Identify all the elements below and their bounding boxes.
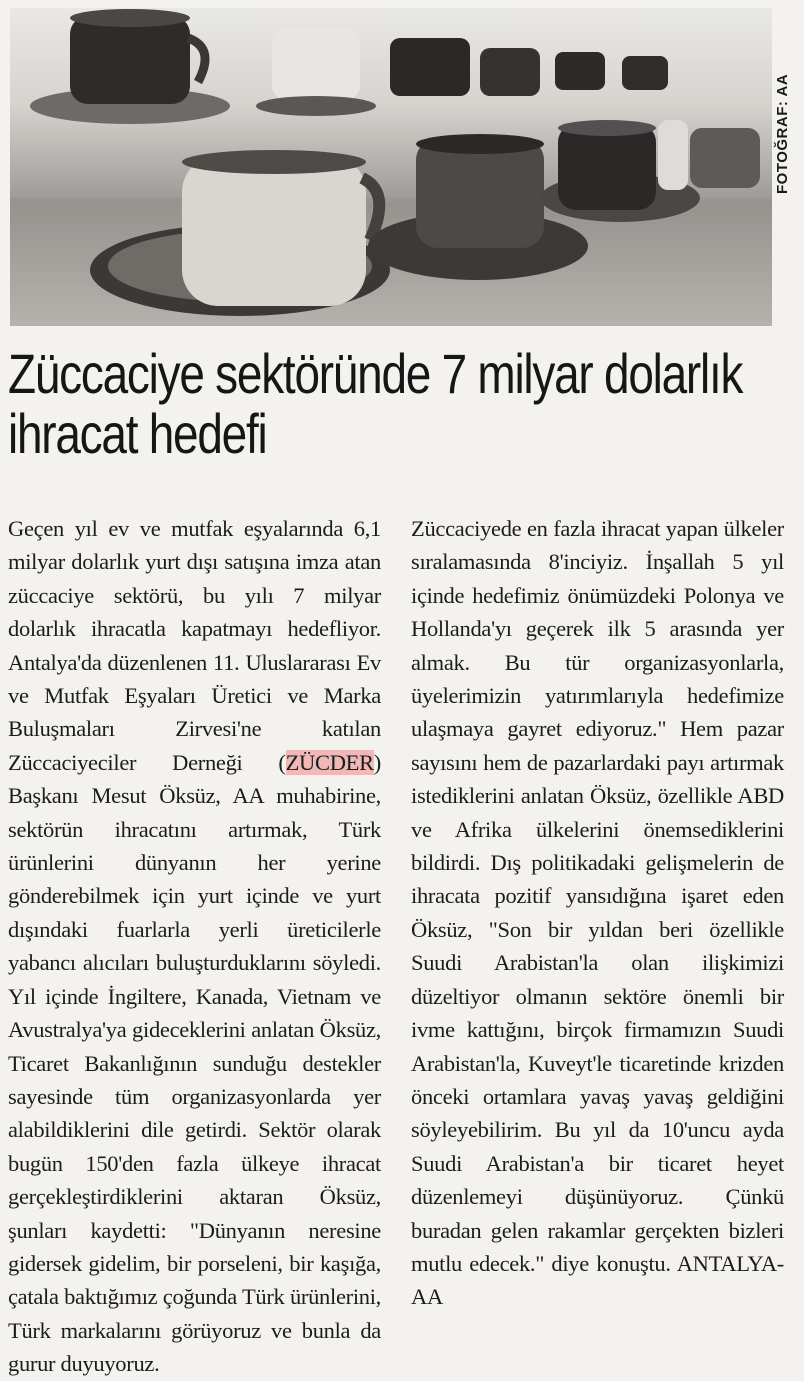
article-photo [10,8,772,326]
article-body [8,512,784,1377]
coffee-cups-illustration [10,8,772,326]
column-2: Züccaciyede en fazla ihracat yapan ülkeler sıralamasında 8'inciyiz. İnşallah 5 yıl içinde hedefimiz önümüzdeki Polonya ve Hollanda'yı geçerek ilk 5 arasında yer almak. Bu tür organizasyonlarla, üyelerimizin yatırımlarıyla hedefimize ulaşmaya gayret ediyoruz." Hem pazar sayısını hem de pazarlardaki payı artırmak istediklerini anlatan Öksüz, özellikle ABD ve Afrika ülkelerini önemsediklerini bildirdi. Dış politikadaki gelişmelerin de ihracata pozitif yansıdığına işaret eden Öksüz, "Son bir yıldan beri özellikle Suudi Arabistan'la olan ilişkimizi düzeltiyor olmanın sektöre önemli bir ivme kattığını, birçok firmamızın Suudi Arabistan'la, Kuveyt'le ticaretinde krizden önceki ortamlara yavaş yavaş geldiğini söyleyebilirim. Bu yıl da 10'uncu ayda Suudi Arabistan'a bir ticaret heyet düzenlemeyi düşünüyoruz. Çünkü buradan gelen rakamlar gerçekten bizleri mutlu edecek." diye konuştu. ANTALYA-AA [411,516,784,1310]
column-1-text-a: Geçen yıl ev ve mutfak eşyalarında 6,1 milyar dolarlık yurt dışı satışına imza atan züccaciye sektörü, bu yılı 7 milyar dolarlık ihracatla kapatmayı hedefliyor. Antalya'da düzenlenen 11. Uluslararası Ev ve Mutfak Eşyaları Üretici ve Marka Buluşmaları Zirvesi'ne katılan Züccaciyeciler Derneği ( [8,516,381,775]
column-1 [8,512,381,1377]
highlighted-acronym: ZÜCDER [285,749,374,775]
headline: Züccaciye sektöründe 7 milyar dolarlık ihracat hedefi [8,342,743,465]
photo-credit: FOTOĞRAF: AA [774,73,791,194]
column-1-text-b: ) Başkanı Mesut Öksüz, AA muhabirine, sektörün ihracatını artırmak, Türk ürünlerini dünyanın her yerine gönderebilmek için yurt içinde ve yurt dışındaki fuarlarla yerli üreticilerle yabancı alıcıları buluşturduklarını söyledi. Yıl içinde İngiltere, Kanada, Vietnam ve Avustralya'ya gideceklerini anlatan Öksüz, Ticaret Bakanlığının sunduğu destekler sayesinde tüm organizasyonlarda yer alabildiklerini dile getirdi. Sektör olarak bugün 150'den fazla ülkeye ihracat gerçekleştirdiklerini aktaran Öksüz, şunları kaydetti: "Dünyanın neresine gidersek gidelim, bir porseleni, bir kaşığa, çatala baktığımız çoğunda Türk ürünlerini, Türk markalarını görüyoruz ve bunla da gurur duyuyoruz. [8,749,381,1377]
